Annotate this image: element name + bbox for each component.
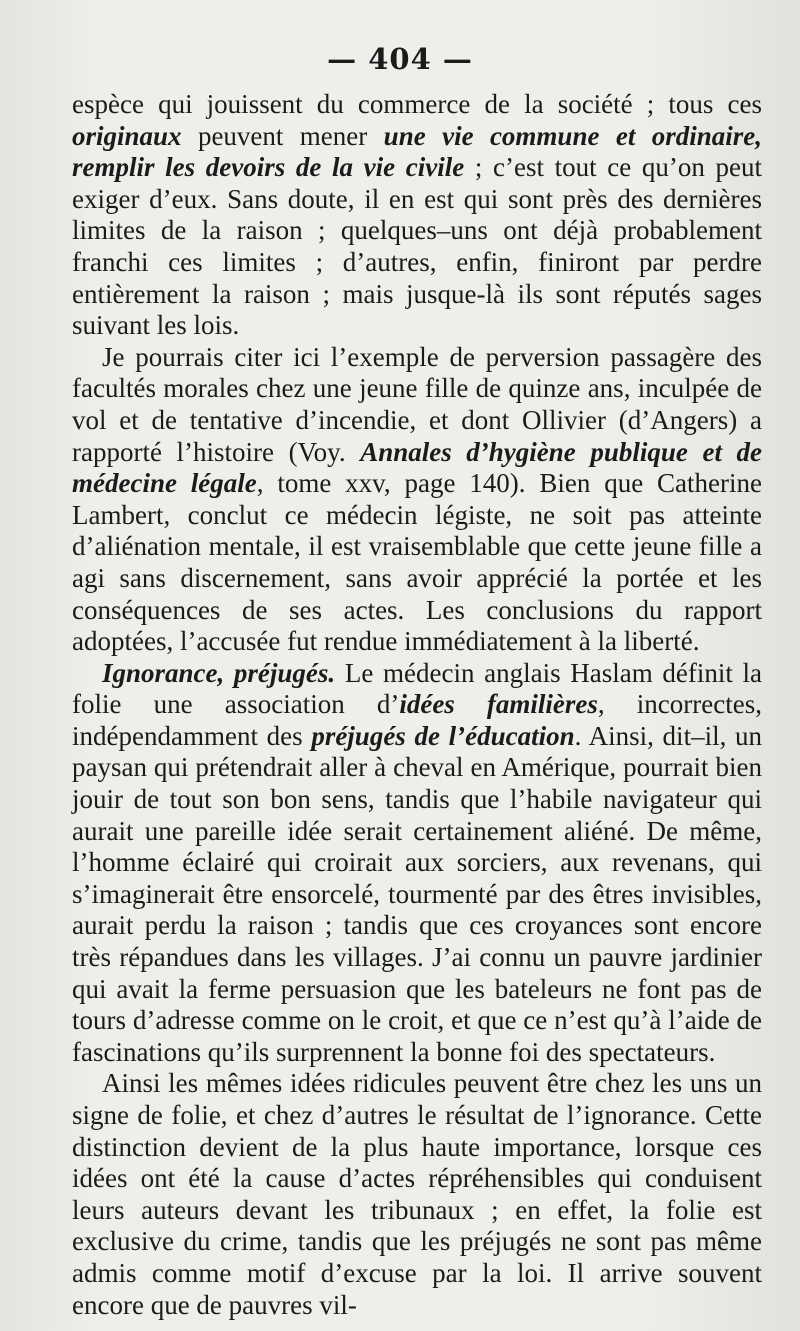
page-number: — 404 — xyxy=(327,42,473,76)
italic-text: originaux xyxy=(72,120,182,151)
text-run: . Ainsi, dit–il, un paysan qui prétendrait aller à cheval en Amérique, pourrait bien jouir de tout son bon sens, tandis que l’habile navigateur qui aurait une pareille idée serait certainement aliéné. De même, l’homme éclairé qui croirait aux sorciers, aux revenans, qui s’imaginerait être ensorcelé, tourmenté par des êtres invisibles, aurait perdu la raison ; tandis que ces croyances sont encore très répandues dans les villages. J’ai connu un pauvre jardinier qui avait la ferme persuasion que les bateleurs ne font pas de tours d’adresse comme on le croit, et que ce n’est qu’à l’aide de fascinations qu’ils surprennent la bonne foi des spectateurs. xyxy=(72,720,763,1067)
text-run: Ainsi les mêmes idées ridicules peuvent être chez les uns un signe de folie, et chez d’autres le résultat de l’ignorance. Cette distinction devient de la plus haute importance, lorsque ces idées ont été la cause d’actes répréhensibles qui conduisent leurs auteurs devant les tribunaux ; en effet, la folie est exclusive du crime, tandis que les préjugés ne sont pas même admis comme motif d’excuse par la loi. Il arrive souvent encore que de pauvres vil- xyxy=(72,1068,762,1320)
italic-text: Annales d’hygiène publique et de médecine légale xyxy=(72,436,763,499)
italic-text: idées familières xyxy=(399,689,598,720)
text-run: ; c’est tout ce qu’on peut exiger d’eux. Sans doute, il en est qui sont près des dernières limites de la raison ; quelques–uns ont déjà probablement franchi ces limites ; d’autres, enfin, finiront par perdre entièrement la raison ; mais jusque-là ils sont réputés sages suivant les lois. xyxy=(72,152,762,341)
text-run: Le médecin anglais Haslam définit la folie une association d’ xyxy=(72,657,763,720)
italic-text: une vie commune et ordinaire, remplir les devoirs de la vie civile xyxy=(72,120,762,183)
text-run: peuvent mener xyxy=(181,120,384,151)
paragraph xyxy=(72,342,762,658)
text-run: Je pourrais citer ici l’exemple de perversion passagère des facultés morales chez une jeune fille de quinze ans, inculpée de vol et de tentative d’incendie, et dont Ollivier (d’Angers) a rapporté l’histoire (Voy. xyxy=(72,341,762,467)
text-run: espèce qui jouissent du commerce de la société ; tous ces xyxy=(72,89,762,119)
paragraph xyxy=(72,89,762,342)
italic-text: Ignorance, préjugés. xyxy=(102,657,336,688)
italic-text: préjugés de l’éducation xyxy=(311,720,575,751)
text-run: , incorrectes, indépendamment des xyxy=(72,689,762,751)
paragraph xyxy=(72,658,762,1069)
paragraph xyxy=(72,1068,762,1321)
text-run: , tome xxv, page 140). Bien que Catherine Lambert, conclut ce médecin légiste, ne soit pas atteinte d’aliénation mentale, il est vraisemblable que cette jeune fille a agi sans discernement, sans avoir apprécié la portée et les conséquences de ses actes. Les conclusions du rapport adoptées, l’accusée fut rendue immédiatement à la liberté. xyxy=(72,468,762,657)
body-text xyxy=(72,89,762,1321)
